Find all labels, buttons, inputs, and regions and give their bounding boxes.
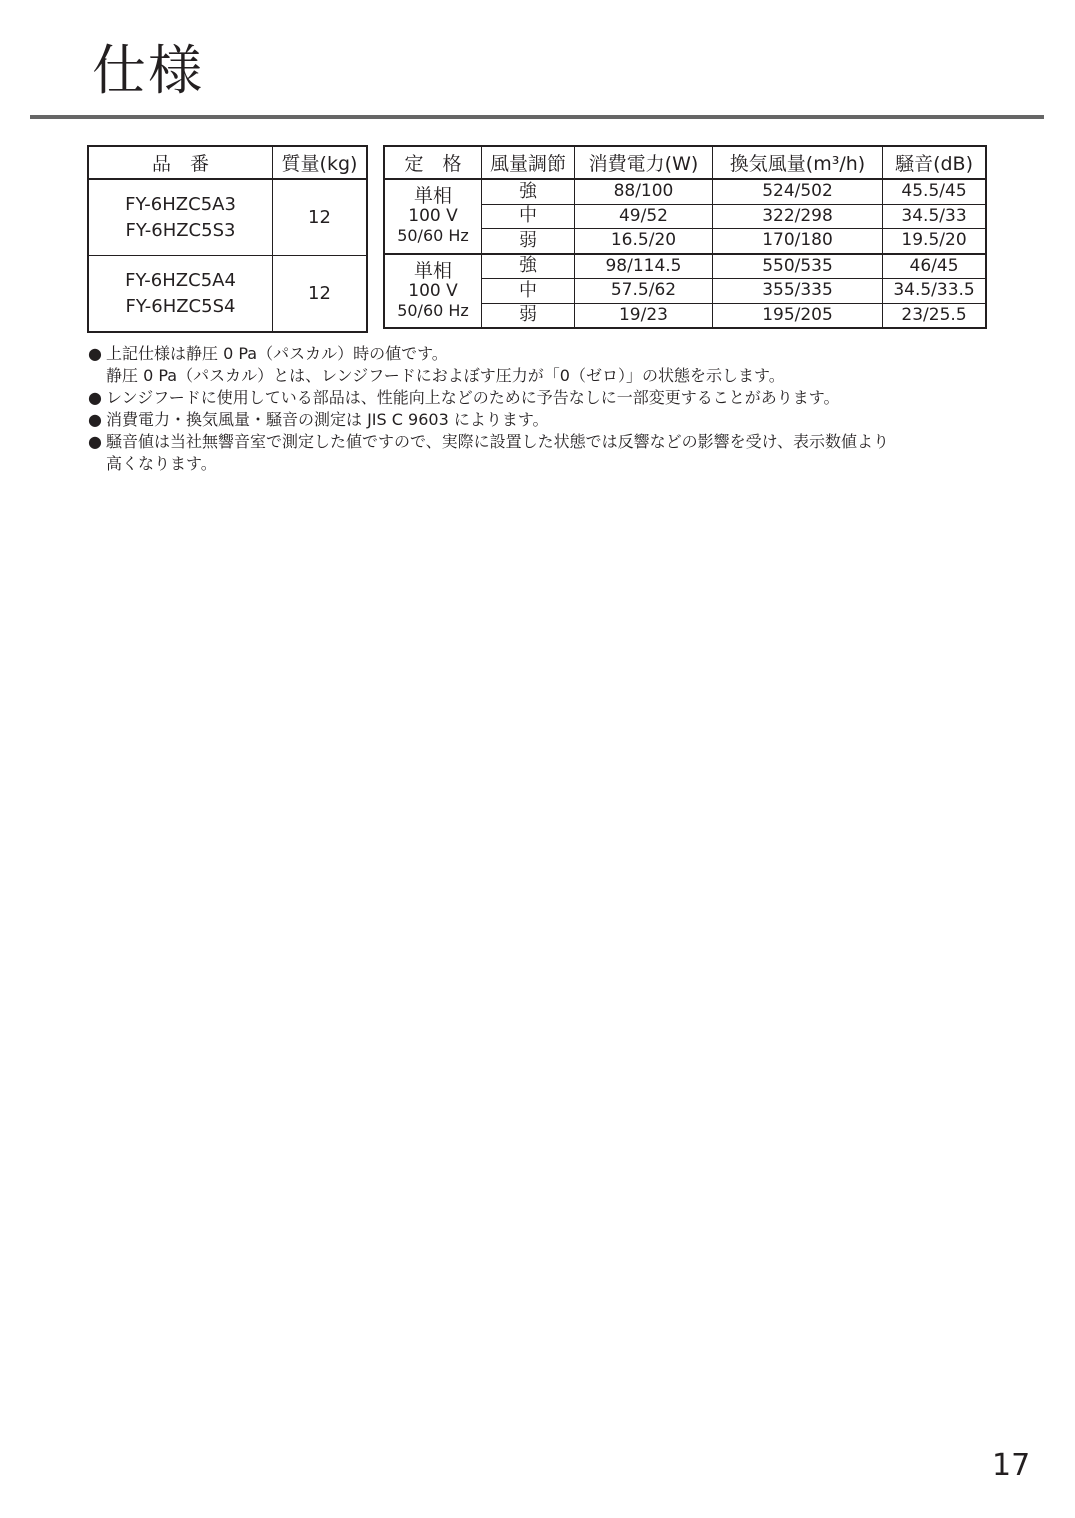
rating-cell [384, 254, 482, 329]
model-number: FY-6HZC5A4 [125, 269, 236, 291]
table-row [88, 256, 367, 333]
header-rating: 定 格 [384, 146, 482, 179]
spec-table [383, 145, 987, 329]
mass-cell: 12 [273, 179, 368, 256]
fan-level: 中 [482, 204, 575, 229]
note-item [88, 409, 1038, 431]
note-line: 高くなります。 [106, 454, 217, 473]
rating-frequency: 50/60 Hz [397, 300, 469, 320]
noise-value: 46/45 [883, 254, 986, 279]
bullet-icon: ● [88, 432, 102, 451]
table-row [88, 179, 367, 256]
rating-voltage: 100 V [408, 280, 458, 301]
airflow-value: 322/298 [712, 204, 882, 229]
airflow-value: 195/205 [712, 303, 882, 328]
note-line: 静圧 0 Pa（パスカル）とは、レンジフードにおよぼす圧力が「0（ゼロ）」の状態を示します。 [106, 366, 785, 385]
power-value: 16.5/20 [575, 229, 713, 254]
header-power: 消費電力(W) [575, 146, 713, 179]
note-line: 消費電力・換気風量・騒音の測定は JIS C 9603 によります。 [106, 410, 549, 429]
table-row [384, 254, 986, 279]
mass-cell: 12 [273, 256, 368, 333]
header-noise: 騒音(dB) [883, 146, 986, 179]
page-title: 仕様 [92, 39, 204, 102]
bullet-icon: ● [88, 388, 102, 407]
page-number: 17 [992, 1448, 1031, 1483]
noise-value: 34.5/33 [883, 204, 986, 229]
note-item [88, 387, 1038, 409]
header-model: 品 番 [88, 146, 273, 179]
title-rule [30, 115, 1044, 119]
bullet-icon: ● [88, 410, 102, 429]
header-mass: 質量(kg) [273, 146, 368, 179]
noise-value: 34.5/33.5 [883, 279, 986, 304]
noise-value: 45.5/45 [883, 179, 986, 204]
noise-value: 23/25.5 [883, 303, 986, 328]
note-line: 上記仕様は静圧 0 Pa（パスカル）時の値です。 [106, 344, 448, 363]
rating-voltage: 100 V [408, 206, 458, 227]
model-mass-table [87, 145, 368, 333]
noise-value: 19.5/20 [883, 229, 986, 254]
airflow-value: 170/180 [712, 229, 882, 254]
airflow-value: 355/335 [712, 279, 882, 304]
model-number: FY-6HZC5S3 [125, 219, 236, 241]
table-row [384, 179, 986, 204]
power-value: 98/114.5 [575, 254, 713, 279]
header-fan-speed: 風量調節 [482, 146, 575, 179]
model-cell [88, 179, 273, 256]
note-item [88, 431, 1038, 475]
power-value: 49/52 [575, 204, 713, 229]
rating-frequency: 50/60 Hz [397, 226, 469, 246]
airflow-value: 524/502 [712, 179, 882, 204]
fan-level: 弱 [482, 303, 575, 328]
header-airflow: 換気風量(m³/h) [712, 146, 882, 179]
rating-cell [384, 179, 482, 254]
fan-level: 中 [482, 279, 575, 304]
note-line: 騒音値は当社無響音室で測定した値ですので、実際に設置した状態では反響などの影響を受け、表示数値より [106, 432, 890, 451]
model-number: FY-6HZC5A3 [125, 193, 236, 215]
fan-level: 強 [482, 179, 575, 204]
note-line: レンジフードに使用している部品は、性能向上などのために予告なしに一部変更することがあります。 [106, 388, 840, 407]
rating-phase: 単相 [413, 259, 452, 282]
note-item [88, 343, 1038, 387]
power-value: 19/23 [575, 303, 713, 328]
power-value: 88/100 [575, 179, 713, 204]
power-value: 57.5/62 [575, 279, 713, 304]
model-number: FY-6HZC5S4 [125, 295, 236, 317]
fan-level: 強 [482, 254, 575, 279]
fan-level: 弱 [482, 229, 575, 254]
rating-phase: 単相 [413, 185, 452, 208]
airflow-value: 550/535 [712, 254, 882, 279]
bullet-icon: ● [88, 344, 102, 363]
notes [88, 343, 1038, 475]
model-cell [88, 256, 273, 333]
